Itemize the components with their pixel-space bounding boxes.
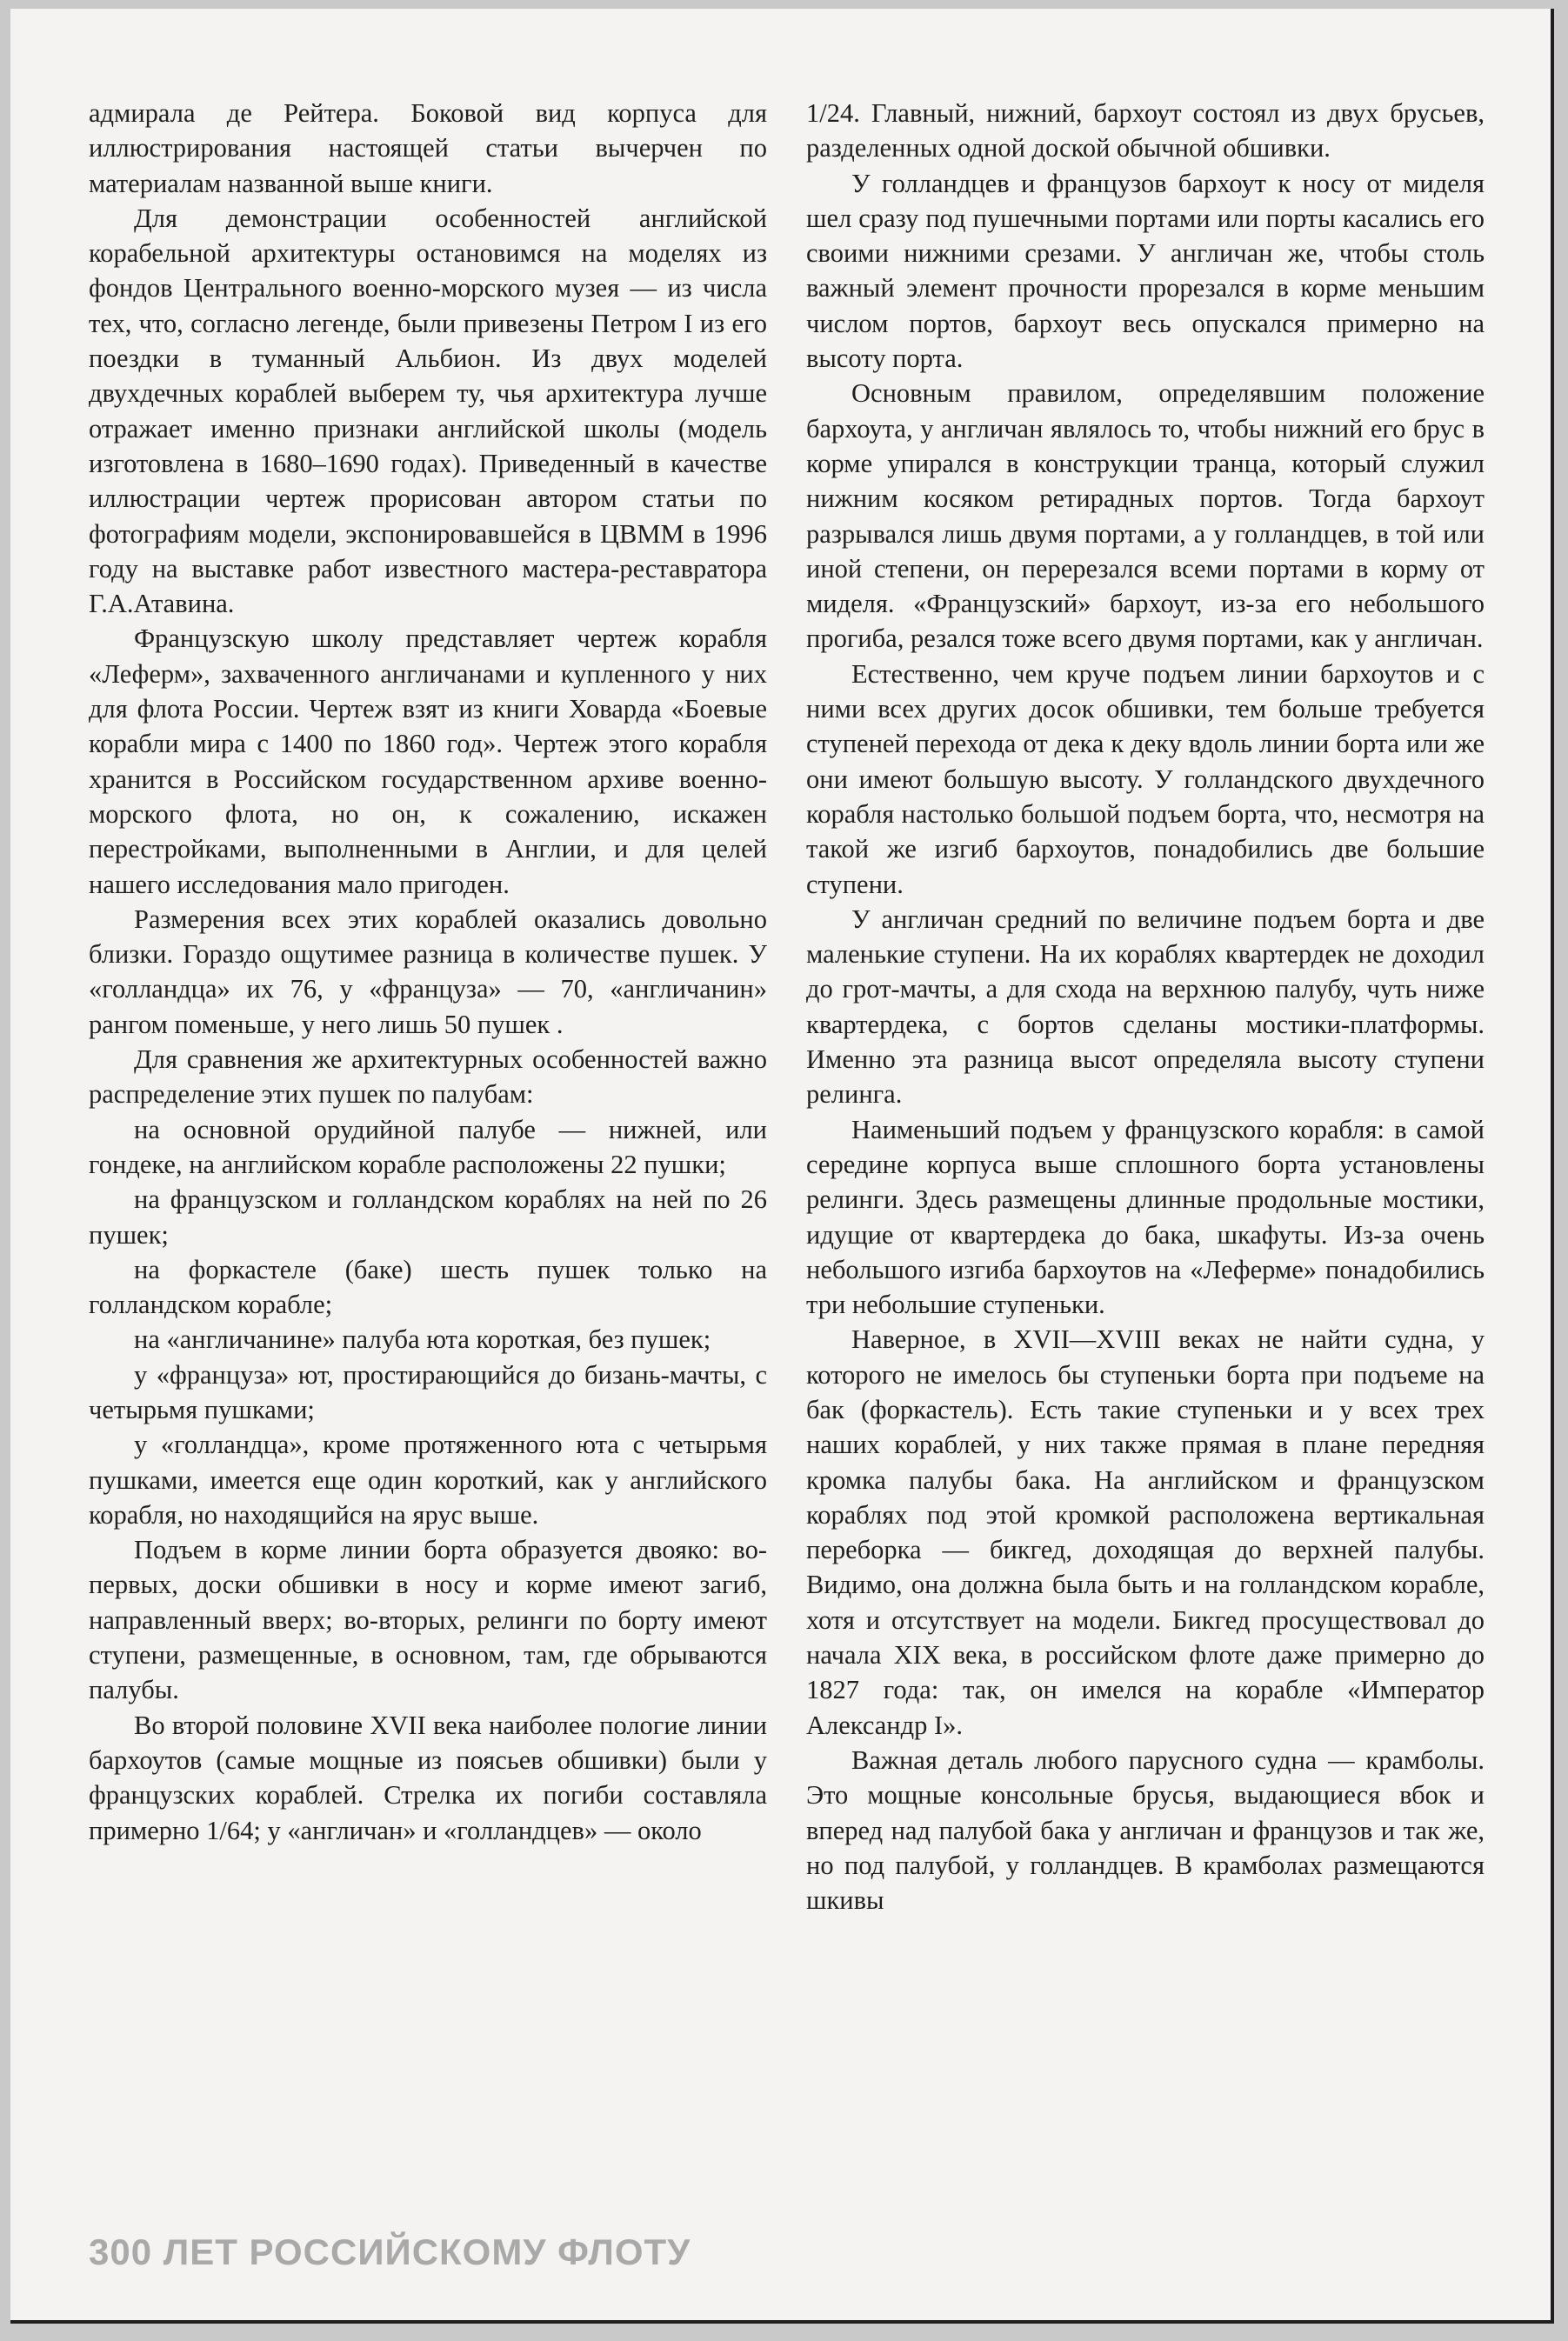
paragraph: адмирала де Рейтера. Боковой вид корпуса для иллюстрирования настоящей статьи вычерчен по материалам названной выше книги. xyxy=(89,98,767,198)
paragraph: Наименьший подъем у французского корабля: в самой середине корпуса выше сплошного борта установлены релинги. Здесь размещены длинные продольные мостики, идущие от квартердека до бака, шкафуты. Из-за очень небольшого изгиба бархоутов на «Леферме» понадобились три небольшие ступеньки. xyxy=(806,1114,1485,1320)
paragraph: Основным правилом, определявшим положение бархоута, у англичан являлось то, чтобы нижний его брус в корме упирался в конструкции транца, который служил нижним косяком ретирадных портов. Тогда бархоут разрывался лишь двумя портами, а у голландцев, в той или иной степени, он перерезался всеми портами в корму от миделя. «Французский» бархоут, из-за его небольшого прогиба, резался тоже всего двумя портами, как у англичан. xyxy=(806,378,1485,654)
paragraph: Подъем в корме линии борта образуется двояко: во-первых, доски обшивки в носу и корме имеют загиб, направленный вверх; во-вторых, релинги по борту имеют ступени, размещенные, в основном, там, где обрываются палубы. xyxy=(89,1535,767,1705)
paragraph: у «голландца», кроме протяженного юта с четырьмя пушками, имеется еще один короткий, как у английского корабля, но находящийся на ярус выше. xyxy=(89,1430,767,1530)
paragraph: Размерения всех этих кораблей оказались довольно близки. Гораздо ощутимее разница в количестве пушек. У «голландца» их 76, у «француза» — 70, «англичанин» рангом поменьше, у него лишь 50 пушек . xyxy=(89,904,767,1039)
paragraph: Для демонстрации особенностей английской корабельной архитектуры остановимся на моделях из фондов Центрального военно-морского музея — из числа тех, что, согласно легенде, были привезены Петром I из его поездки в туманный Альбион. Из двух моделей двухдечных кораблей выберем ту, чья архитектура лучше отражает именно признаки английской школы (модель изготовлена в 1680–1690 годах). Приведенный в качестве иллюстрации чертеж прорисован автором статьи по фотографиям модели, экспонировавшейся в ЦВММ в 1996 году на выставке работ известного мастера-реставратора Г.А.Атавина. xyxy=(89,203,767,619)
document-page xyxy=(10,9,1554,2324)
paragraph: Для сравнения же архитектурных особенностей важно распределение этих пушек по палубам: xyxy=(89,1044,767,1110)
right-column xyxy=(806,96,1485,1917)
paragraph: на «англичанине» палуба юта короткая, без пушек; xyxy=(134,1324,711,1355)
paragraph: на французском и голландском кораблях на ней по 26 пушек; xyxy=(89,1184,767,1250)
paragraph: Французскую школу представляет чертеж корабля «Леферм», захваченного англичанами и купленного у них для флота России. Чертеж взят из книги Ховарда «Боевые корабли мира с 1400 по 1860 год». Чертеж этого корабля хранится в Российском государственном архиве военно-морского флота, но он, к сожалению, искажен перестройками, выполненными в Англии, и для целей нашего исследования мало пригоден. xyxy=(89,624,767,899)
paragraph: Наверное, в XVII—XVIII веках не найти судна, у которого не имелось бы ступеньки борта при подъеме на бак (форкастель). Есть такие ступеньки и у всех трех наших кораблей, у них также прямая в плане передняя кромка палубы бака. На английском и французском кораблях под этой кромкой расположена вертикальная переборка — бикгед, доходящая до верхней палубы. Видимо, она должна была быть и на голландском корабле, хотя и отсутствует на модели. Бикгед просуществовал до начала XIX века, в российском флоте даже примерно до 1827 года: так, он имелся на корабле «Император Александр I». xyxy=(806,1324,1485,1740)
paragraph: на основной орудийной палубе — нижней, или гондеке, на английском корабле расположены 22 пушки; xyxy=(89,1114,767,1179)
paragraph: У англичан средний по величине подъем борта и две маленькие ступени. На их кораблях квартердек не доходил до грот-мачты, а для схода на верхнюю палубу, чуть ниже квартердека, с бортов сделаны мостики-платформы. Именно эта разница высот определяла высоту ступени релинга. xyxy=(806,904,1485,1110)
paragraph: у «француза» ют, простирающийся до бизань-мачты, с четырьмя пушками; xyxy=(89,1359,767,1424)
paragraph: Важная деталь любого парусного судна — крамболы. Это мощные консольные брусья, выдающиеся вбок и вперед над палубой бака у англичан и французов и так же, но под палубой, у голландцев. В крамболах размещаются шкивы xyxy=(806,1744,1485,1916)
paragraph: У голландцев и французов бархоут к носу от миделя шел сразу под пушечными портами или порты касались его своими нижними срезами. У англичан же, чтобы столь важный элемент прочности прорезался в корме меньшим числом портов, бархоут весь опускался примерно на высоту порта. xyxy=(806,168,1485,374)
running-title: 300 ЛЕТ РОССИЙСКОМУ ФЛОТУ xyxy=(89,2231,691,2272)
paragraph: Естественно, чем круче подъем линии бархоутов и с ними всех других досок обшивки, тем больше требуется ступеней перехода от дека к деку вдоль линии борта или же они имеют большую высоту. У голландского двухдечного корабля настолько большой подъем борта, что, несмотря на такой же изгиб бархоутов, понадобились две большие ступени. xyxy=(806,658,1485,899)
paragraph: на форкастеле (баке) шесть пушек только на голландском корабле; xyxy=(89,1254,767,1320)
paragraph: 1/24. Главный, нижний, бархоут состоял из двух брусьев, разделенных одной доской обычной обшивки. xyxy=(806,98,1485,163)
paragraph: Во второй половине XVII века наиболее пологие линии бархоутов (самые мощные из поясьев обшивки) были у французских кораблей. Стрелка их погиби составляла примерно 1/64; у «англичан» и «голландцев» — около xyxy=(89,1710,767,1845)
left-column xyxy=(89,96,767,1848)
